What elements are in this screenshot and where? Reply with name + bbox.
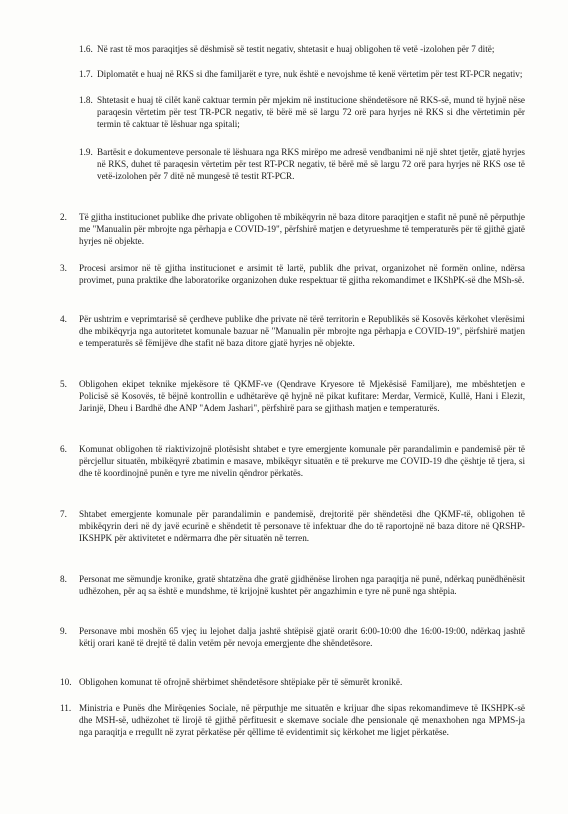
subitem-text: Diplomatët e huaj në RKS si dhe familjarët e tyre, nuk është e nevojshme të kenë vërtetim për test RT-PCR negativ; — [97, 69, 523, 79]
subitem-1-8 — [79, 94, 525, 131]
item-number: 10. — [60, 677, 72, 687]
item-7 — [60, 508, 525, 545]
subitem-number: 1.8. — [79, 95, 93, 105]
item-text: Procesi arsimor në të gjitha institucionet e arsimit të lartë, publik dhe privat, organizohet në formën online, ndërsa provimet, puna praktike dhe laboratorike organizohen duke respektuar të gjitha rekomandimet e IKShPK-së dhe MSh-së. — [79, 263, 525, 286]
item-text: Shtabet emergjente komunale për parandalimin e pandemisë, drejtoritë për shëndetësi dhe QKMF-të, obligohen të mbikëqyrin deri në dy javë ecurinë e shëndetit të personave të infektuar dhe do të raportojnë në baza ditore në QRSHP-IKSHPK për aktivitetet e ndërmarra dhe për situatën në terren. — [79, 509, 525, 544]
item-number: 8. — [60, 574, 67, 584]
item-3 — [60, 262, 525, 286]
subitem-text: Në rast të mos paraqitjes së dëshmisë së testit negativ, shtetasit e huaj obligohen të vetë -izolohen për 7 ditë; — [97, 44, 495, 54]
subitem-number: 1.9. — [79, 147, 93, 157]
item-number: 9. — [60, 626, 67, 636]
item-text: Për ushtrim e veprimtarisë së çerdheve publike dhe private në tërë territorin e Republikës së Kosovës kërkohet vlerësimi dhe mbikëqyrja nga autoritetet komunale bazuar në "Manualin për mbrojte nga përhapja e COVID-19", përfshirë matjen e temperaturës së fëmijëve dhe stafit në baza ditore gjatë hyrjes në objekte. — [79, 314, 525, 349]
item-number: 5. — [60, 379, 67, 389]
item-text: Ministria e Punës dhe Mirëqenies Sociale, në përputhje me situatën e krijuar dhe sipas rekomandimeve të IKSHPK-së dhe MSH-së, udhëzohet të lirojë të gjithë përfituesit e skemave sociale dhe pensionale që menaxhohen nga MPMS-ja nga paraqitja e rregullt në zyrat përkatëse për qëllime të evidentimit siç kërkohet me ligjet përkatëse. — [79, 703, 525, 738]
subitem-1-6 — [79, 43, 525, 55]
item-5 — [60, 378, 525, 415]
item-number: 2. — [60, 212, 67, 222]
item-number: 7. — [60, 509, 67, 519]
item-text: Personave mbi moshën 65 vjeç iu lejohet dalja jashtë shtëpisë gjatë orarit 6:00-10:00 dhe 16:00-19:00, ndërkaq jashtë këtij orari kanë të drejtë të dalin vetëm për nevoja emergjente dhe shëndetësore. — [79, 626, 525, 649]
item-number: 4. — [60, 314, 67, 324]
item-number: 6. — [60, 444, 67, 454]
item-number: 3. — [60, 263, 67, 273]
subitem-number: 1.7. — [79, 69, 93, 79]
subitem-1-7 — [79, 68, 525, 80]
item-number: 11. — [60, 703, 72, 713]
item-text: Komunat obligohen të riaktivizojnë plotësisht shtabet e tyre emergjente komunale për parandalimin e pandemisë për të përcjellur situatën, mbikëqyrë zbatimin e masave, mbikëqyr situatën e të prekurve me COVID-19 dhe çështje të tjera, si dhe të koordinojnë punën e tyre me nivelin qëndror përkatës. — [79, 444, 525, 479]
subitem-text: Bartësit e dokumenteve personale të lëshuara nga RKS mirëpo me adresë vendbanimi në një shtet tjetër, gjatë hyrjes në RKS, duhet të paraqesin vërtetim për test RT-PCR negativ, të bërë më së largu 72 orë para hyrjes në RKS ose të vetë-izolohen për 7 ditë në mungesë të testit RT-PCR. — [97, 147, 525, 182]
item-9 — [60, 625, 525, 649]
subitem-text: Shtetasit e huaj të cilët kanë caktuar termin për mjekim në institucione shëndetësore në RKS-së, mund të hyjnë nëse paraqesin vërtetim për test TR-PCR negativ, të bërë më së largu 72 orë para hyrjes në RKS si dhe vërtetimin për termin të caktuar të lëshuar nga spitali; — [97, 95, 525, 130]
item-8 — [60, 573, 525, 597]
item-2 — [60, 211, 525, 248]
item-10 — [60, 676, 525, 688]
item-text: Të gjitha institucionet publike dhe private obligohen të mbikëqyrin në baza ditore paraqitjen e stafit në punë në përputhje me "Manualin për mbrojte nga përhapja e COVID-19", përfshirë matjen e detyrueshme të temperaturës për të gjithë gjatë hyrjes në objekte. — [79, 212, 525, 247]
subitem-1-9 — [79, 146, 525, 183]
item-text: Obligohen komunat të ofrojnë shërbimet shëndetësore shtëpiake për të sëmurët kronikë. — [79, 677, 403, 687]
item-11 — [60, 702, 525, 739]
item-4 — [60, 313, 525, 350]
subitem-number: 1.6. — [79, 44, 93, 54]
item-6 — [60, 443, 525, 480]
item-text: Personat me sëmundje kronike, gratë shtatzëna dhe gratë gjidhënëse lirohen nga paraqitja në punë, ndërkaq punëdhënësit udhëzohen, për aq sa është e mundshme, të krijojnë kushtet për angazhimin e tyre në punë nga shtëpia. — [79, 574, 525, 597]
item-text: Obligohen ekipet teknike mjekësore të QKMF-ve (Qendrave Kryesore të Mjekësisë Familjare), me mbështetjen e Policisë së Kosovës, të bëjnë kontrollin e udhëtarëve që hyjnë në pikat kufitare: Merdar, Vermicë, Kullë, Hani i Elezit, Jarinjë, Dheu i Bardhë dhe ANP "Adem Jashari", përfshirë para se gjithash matjen e temperaturës. — [79, 379, 525, 414]
